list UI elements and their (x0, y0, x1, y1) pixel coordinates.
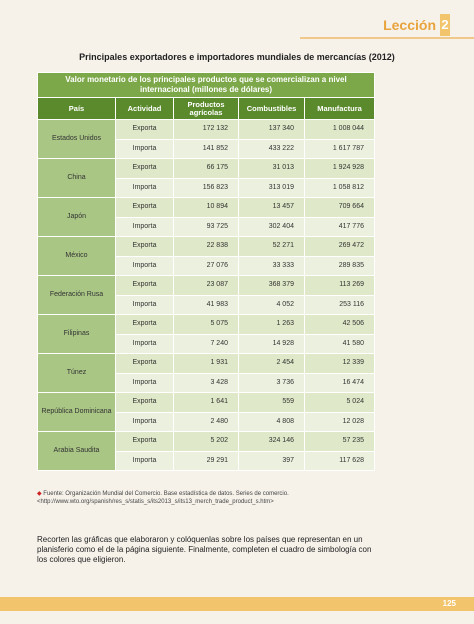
value-cell: 93 725 (174, 217, 239, 237)
activity-cell: Exporta (116, 276, 174, 296)
table-caption: Valor monetario de los principales productos que se comercializan a nivel internacional (millones de dólares) (38, 73, 375, 98)
value-cell: 433 222 (239, 139, 305, 159)
value-cell: 3 736 (239, 373, 305, 393)
table-row (38, 237, 375, 257)
activity-cell: Importa (116, 139, 174, 159)
page-number: 125 (442, 599, 456, 608)
header-rule (300, 37, 474, 39)
value-cell: 42 506 (305, 315, 375, 335)
lesson-tab (383, 14, 450, 36)
value-cell: 137 340 (239, 120, 305, 140)
column-header: Productos agrícolas (174, 98, 239, 120)
country-cell: México (38, 237, 116, 276)
country-cell: China (38, 159, 116, 198)
value-cell: 1 641 (174, 393, 239, 413)
value-cell: 2 454 (239, 354, 305, 374)
column-header: Combustibles (239, 98, 305, 120)
country-cell: Arabia Saudita (38, 432, 116, 471)
value-cell: 41 983 (174, 295, 239, 315)
country-cell: Federación Rusa (38, 276, 116, 315)
table-row (38, 276, 375, 296)
column-header: Manufactura (305, 98, 375, 120)
activity-cell: Importa (116, 217, 174, 237)
value-cell: 113 269 (305, 276, 375, 296)
table-row (38, 315, 375, 335)
value-cell: 10 894 (174, 198, 239, 218)
value-cell: 709 664 (305, 198, 375, 218)
value-cell: 3 428 (174, 373, 239, 393)
value-cell: 1 263 (239, 315, 305, 335)
value-cell: 289 835 (305, 256, 375, 276)
value-cell: 141 852 (174, 139, 239, 159)
value-cell: 12 028 (305, 412, 375, 432)
value-cell: 12 339 (305, 354, 375, 374)
value-cell: 23 087 (174, 276, 239, 296)
lesson-label: Lección (383, 17, 436, 33)
country-cell: Estados Unidos (38, 120, 116, 159)
activity-cell: Exporta (116, 120, 174, 140)
activity-cell: Exporta (116, 393, 174, 413)
table-row (38, 393, 375, 413)
value-cell: 313 019 (239, 178, 305, 198)
lesson-number: 2 (440, 14, 450, 36)
trade-table (37, 72, 375, 471)
column-header: Actividad (116, 98, 174, 120)
value-cell: 57 235 (305, 432, 375, 452)
value-cell: 397 (239, 451, 305, 471)
page-title: Principales exportadores e importadores mundiales de mercancías (2012) (79, 52, 395, 62)
country-cell: Japón (38, 198, 116, 237)
value-cell: 1 931 (174, 354, 239, 374)
activity-cell: Exporta (116, 354, 174, 374)
activity-cell: Importa (116, 451, 174, 471)
value-cell: 66 175 (174, 159, 239, 179)
value-cell: 269 472 (305, 237, 375, 257)
activity-cell: Importa (116, 178, 174, 198)
value-cell: 1 008 044 (305, 120, 375, 140)
value-cell: 5 024 (305, 393, 375, 413)
value-cell: 2 480 (174, 412, 239, 432)
value-cell: 117 628 (305, 451, 375, 471)
activity-cell: Importa (116, 295, 174, 315)
value-cell: 1 924 928 (305, 159, 375, 179)
value-cell: 1 058 812 (305, 178, 375, 198)
activity-cell: Exporta (116, 198, 174, 218)
instructions-text: Recorten las gráficas que elaboraron y colóquenlas sobre los países que representan en un planisferio como el de la página siguiente. Finalmente, completen el cuadro de simbología con los colores que eligieron. (37, 535, 372, 564)
value-cell: 156 823 (174, 178, 239, 198)
activity-cell: Exporta (116, 315, 174, 335)
column-header: País (38, 98, 116, 120)
value-cell: 368 379 (239, 276, 305, 296)
source-note (37, 490, 367, 506)
value-cell: 4 052 (239, 295, 305, 315)
value-cell: 4 808 (239, 412, 305, 432)
table-row (38, 432, 375, 452)
footer-bar (0, 597, 474, 611)
table-row (38, 159, 375, 179)
value-cell: 1 617 787 (305, 139, 375, 159)
value-cell: 29 291 (174, 451, 239, 471)
value-cell: 253 116 (305, 295, 375, 315)
activity-cell: Importa (116, 334, 174, 354)
value-cell: 559 (239, 393, 305, 413)
value-cell: 417 776 (305, 217, 375, 237)
value-cell: 52 271 (239, 237, 305, 257)
value-cell: 13 457 (239, 198, 305, 218)
activity-cell: Importa (116, 373, 174, 393)
value-cell: 5 075 (174, 315, 239, 335)
activity-cell: Importa (116, 412, 174, 432)
value-cell: 7 240 (174, 334, 239, 354)
activity-cell: Exporta (116, 237, 174, 257)
value-cell: 5 202 (174, 432, 239, 452)
value-cell: 33 333 (239, 256, 305, 276)
activity-cell: Exporta (116, 159, 174, 179)
table-row (38, 198, 375, 218)
diamond-icon: ◆ (37, 491, 42, 497)
value-cell: 14 928 (239, 334, 305, 354)
value-cell: 16 474 (305, 373, 375, 393)
trade-table-container (37, 72, 374, 471)
value-cell: 172 132 (174, 120, 239, 140)
value-cell: 31 013 (239, 159, 305, 179)
table-row (38, 354, 375, 374)
activity-cell: Exporta (116, 432, 174, 452)
table-row (38, 120, 375, 140)
activity-cell: Importa (116, 256, 174, 276)
value-cell: 41 580 (305, 334, 375, 354)
value-cell: 27 076 (174, 256, 239, 276)
value-cell: 22 838 (174, 237, 239, 257)
source-text: Fuente: Organización Mundial del Comercio. Base estadística de datos. Series de comercio. <http://www.wto.org/spanish/res_s/statis_s/its2013_s/its13_merch_trade_product_s.htm> (37, 491, 289, 505)
value-cell: 324 146 (239, 432, 305, 452)
country-cell: Filipinas (38, 315, 116, 354)
country-cell: República Dominicana (38, 393, 116, 432)
country-cell: Túnez (38, 354, 116, 393)
value-cell: 302 404 (239, 217, 305, 237)
